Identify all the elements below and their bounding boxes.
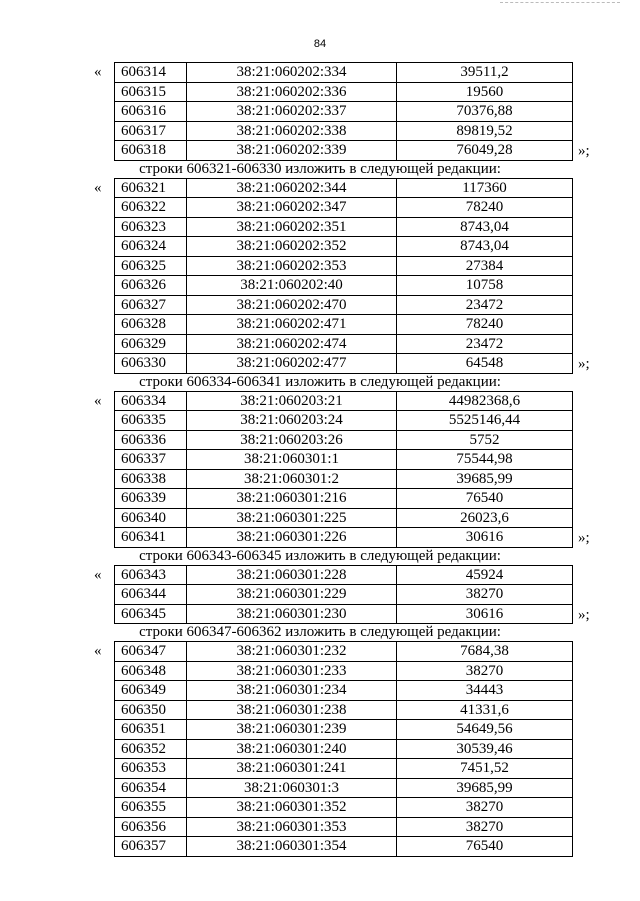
value-cell: 38270: [397, 798, 573, 818]
cadastral-number-cell: 38:21:060202:337: [187, 102, 397, 122]
open-quote: «: [94, 392, 102, 409]
table-row: [115, 82, 573, 102]
cadastral-number-cell: 38:21:060301:353: [187, 817, 397, 837]
section-intro: строки 606334-606341 изложить в следующей редакции:: [139, 373, 501, 390]
cadastral-number-cell: 38:21:060203:21: [187, 391, 397, 411]
close-quote: »;: [578, 356, 590, 372]
table-row: [115, 759, 573, 779]
row-number-cell: 606357: [115, 837, 187, 857]
row-number-cell: 606338: [115, 469, 187, 489]
cadastral-number-cell: 38:21:060301:232: [187, 642, 397, 662]
table-row: [115, 198, 573, 218]
table-row: [115, 642, 573, 662]
row-number-cell: 606335: [115, 411, 187, 431]
amendment-table: [114, 178, 573, 374]
table-row: [115, 681, 573, 701]
table-row: [115, 661, 573, 681]
cadastral-number-cell: 38:21:060301:2: [187, 469, 397, 489]
value-cell: 76540: [397, 489, 573, 509]
value-cell: 44982368,6: [397, 391, 573, 411]
table-row: [115, 450, 573, 470]
cadastral-number-cell: 38:21:060202:40: [187, 276, 397, 296]
cadastral-number-cell: 38:21:060301:241: [187, 759, 397, 779]
table-row: [115, 237, 573, 257]
table-row: [115, 739, 573, 759]
value-cell: 7451,52: [397, 759, 573, 779]
cadastral-number-cell: 38:21:060202:477: [187, 354, 397, 374]
value-cell: 38270: [397, 661, 573, 681]
cadastral-number-cell: 38:21:060202:339: [187, 141, 397, 161]
value-cell: 5525146,44: [397, 411, 573, 431]
cadastral-number-cell: 38:21:060301:352: [187, 798, 397, 818]
value-cell: 117360: [397, 178, 573, 198]
table-row: [115, 604, 573, 624]
value-cell: 76049,28: [397, 141, 573, 161]
cadastral-number-cell: 38:21:060301:238: [187, 700, 397, 720]
cadastral-number-cell: 38:21:060202:347: [187, 198, 397, 218]
row-number-cell: 606343: [115, 565, 187, 585]
value-cell: 45924: [397, 565, 573, 585]
table-row: [115, 837, 573, 857]
value-cell: 39511,2: [397, 63, 573, 83]
cadastral-number-cell: 38:21:060202:471: [187, 315, 397, 335]
cadastral-number-cell: 38:21:060301:239: [187, 720, 397, 740]
table-row: [115, 817, 573, 837]
row-number-cell: 606355: [115, 798, 187, 818]
row-number-cell: 606326: [115, 276, 187, 296]
cadastral-number-cell: 38:21:060202:353: [187, 256, 397, 276]
row-number-cell: 606354: [115, 778, 187, 798]
cadastral-number-cell: 38:21:060301:216: [187, 489, 397, 509]
table-row: [115, 217, 573, 237]
close-quote: »;: [578, 143, 590, 159]
value-cell: 23472: [397, 334, 573, 354]
row-number-cell: 606336: [115, 430, 187, 450]
open-quote: «: [94, 64, 102, 80]
cadastral-number-cell: 38:21:060301:240: [187, 739, 397, 759]
row-number-cell: 606347: [115, 642, 187, 662]
table-row: [115, 391, 573, 411]
value-cell: 64548: [397, 354, 573, 374]
value-cell: 7684,38: [397, 642, 573, 662]
value-cell: 5752: [397, 430, 573, 450]
amendment-table: [114, 565, 573, 625]
table-row: [115, 700, 573, 720]
table-row: [115, 430, 573, 450]
value-cell: 70376,88: [397, 102, 573, 122]
row-number-cell: 606321: [115, 178, 187, 198]
table-row: [115, 585, 573, 605]
cadastral-number-cell: 38:21:060202:351: [187, 217, 397, 237]
value-cell: 76540: [397, 837, 573, 857]
value-cell: 8743,04: [397, 217, 573, 237]
row-number-cell: 606322: [115, 198, 187, 218]
value-cell: 75544,98: [397, 450, 573, 470]
row-number-cell: 606327: [115, 295, 187, 315]
row-number-cell: 606344: [115, 585, 187, 605]
amendment-table: [114, 391, 573, 548]
cadastral-number-cell: 38:21:060301:230: [187, 604, 397, 624]
row-number-cell: 606324: [115, 237, 187, 257]
table-row: [115, 63, 573, 83]
row-number-cell: 606318: [115, 141, 187, 161]
value-cell: 19560: [397, 82, 573, 102]
table-row: [115, 508, 573, 528]
cadastral-number-cell: 38:21:060301:1: [187, 450, 397, 470]
table-row: [115, 102, 573, 122]
row-number-cell: 606323: [115, 217, 187, 237]
row-number-cell: 606330: [115, 354, 187, 374]
cadastral-number-cell: 38:21:060301:3: [187, 778, 397, 798]
table-row: [115, 565, 573, 585]
value-cell: 30616: [397, 528, 573, 548]
cadastral-number-cell: 38:21:060202:470: [187, 295, 397, 315]
cadastral-number-cell: 38:21:060203:24: [187, 411, 397, 431]
row-number-cell: 606349: [115, 681, 187, 701]
table-row: [115, 720, 573, 740]
table-row: [115, 178, 573, 198]
table-row: [115, 798, 573, 818]
value-cell: 30539,46: [397, 739, 573, 759]
row-number-cell: 606317: [115, 121, 187, 141]
row-number-cell: 606329: [115, 334, 187, 354]
value-cell: 38270: [397, 585, 573, 605]
value-cell: 78240: [397, 315, 573, 335]
open-quote: «: [94, 643, 102, 659]
cadastral-number-cell: 38:21:060202:334: [187, 63, 397, 83]
table-row: [115, 141, 573, 161]
cadastral-number-cell: 38:21:060301:354: [187, 837, 397, 857]
row-number-cell: 606314: [115, 63, 187, 83]
value-cell: 38270: [397, 817, 573, 837]
row-number-cell: 606334: [115, 391, 187, 411]
cadastral-number-cell: 38:21:060301:234: [187, 681, 397, 701]
row-number-cell: 606341: [115, 528, 187, 548]
row-number-cell: 606328: [115, 315, 187, 335]
table-row: [115, 276, 573, 296]
cadastral-number-cell: 38:21:060202:344: [187, 178, 397, 198]
amendment-table: [114, 62, 573, 161]
value-cell: 89819,52: [397, 121, 573, 141]
section-intro: строки 606321-606330 изложить в следующей редакции:: [139, 160, 501, 177]
cadastral-number-cell: 38:21:060301:228: [187, 565, 397, 585]
table-row: [115, 489, 573, 509]
value-cell: 8743,04: [397, 237, 573, 257]
value-cell: 39685,99: [397, 469, 573, 489]
page-number: 84: [313, 38, 327, 50]
amendment-table: [114, 641, 573, 857]
table-row: [115, 315, 573, 335]
section-intro: строки 606347-606362 изложить в следующей редакции:: [139, 624, 501, 640]
row-number-cell: 606339: [115, 489, 187, 509]
table-row: [115, 334, 573, 354]
table-row: [115, 354, 573, 374]
row-number-cell: 606353: [115, 759, 187, 779]
table-row: [115, 778, 573, 798]
cadastral-number-cell: 38:21:060301:225: [187, 508, 397, 528]
cadastral-number-cell: 38:21:060301:233: [187, 661, 397, 681]
table-row: [115, 469, 573, 489]
cadastral-number-cell: 38:21:060301:229: [187, 585, 397, 605]
cadastral-number-cell: 38:21:060203:26: [187, 430, 397, 450]
row-number-cell: 606316: [115, 102, 187, 122]
cadastral-number-cell: 38:21:060202:338: [187, 121, 397, 141]
row-number-cell: 606345: [115, 604, 187, 624]
cadastral-number-cell: 38:21:060202:352: [187, 237, 397, 257]
table-row: [115, 121, 573, 141]
value-cell: 27384: [397, 256, 573, 276]
value-cell: 34443: [397, 681, 573, 701]
cadastral-number-cell: 38:21:060202:336: [187, 82, 397, 102]
row-number-cell: 606351: [115, 720, 187, 740]
row-number-cell: 606325: [115, 256, 187, 276]
row-number-cell: 606337: [115, 450, 187, 470]
row-number-cell: 606340: [115, 508, 187, 528]
open-quote: «: [94, 566, 102, 583]
value-cell: 41331,6: [397, 700, 573, 720]
value-cell: 54649,56: [397, 720, 573, 740]
value-cell: 26023,6: [397, 508, 573, 528]
value-cell: 10758: [397, 276, 573, 296]
row-number-cell: 606350: [115, 700, 187, 720]
value-cell: 30616: [397, 604, 573, 624]
section-intro: строки 606343-606345 изложить в следующей редакции:: [139, 547, 501, 564]
row-number-cell: 606348: [115, 661, 187, 681]
top-edge-line: [500, 2, 620, 4]
value-cell: 23472: [397, 295, 573, 315]
row-number-cell: 606315: [115, 82, 187, 102]
table-row: [115, 528, 573, 548]
table-row: [115, 295, 573, 315]
cadastral-number-cell: 38:21:060202:474: [187, 334, 397, 354]
value-cell: 78240: [397, 198, 573, 218]
table-row: [115, 256, 573, 276]
close-quote: »;: [578, 606, 590, 623]
row-number-cell: 606352: [115, 739, 187, 759]
cadastral-number-cell: 38:21:060301:226: [187, 528, 397, 548]
row-number-cell: 606356: [115, 817, 187, 837]
value-cell: 39685,99: [397, 778, 573, 798]
close-quote: »;: [578, 530, 590, 546]
table-row: [115, 411, 573, 431]
open-quote: «: [94, 179, 102, 196]
